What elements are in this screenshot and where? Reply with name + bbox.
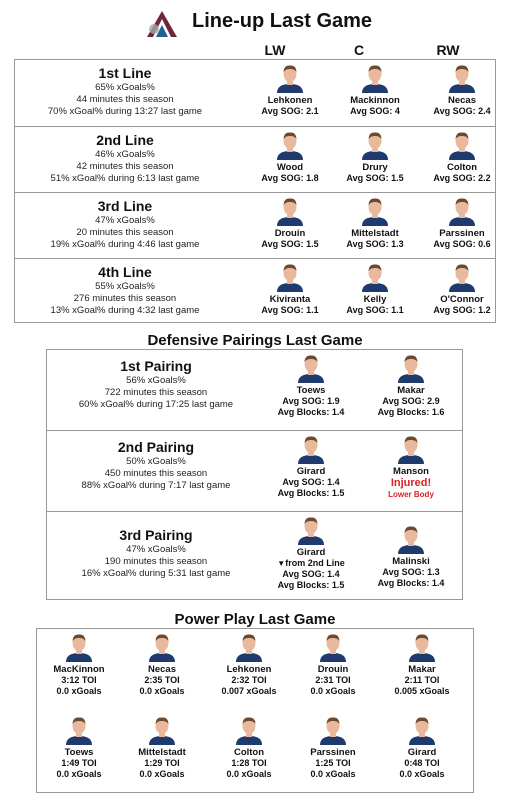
player-headshot [147,632,177,662]
powerplay-player[interactable] [117,632,207,697]
avalanche-logo [145,7,179,39]
powerplay-player[interactable] [377,715,467,780]
line-xgoals: 65% xGoals% [95,82,155,93]
column-header-lw: LW [264,42,286,58]
line-row [15,258,495,324]
defender-right[interactable] [369,524,453,589]
player-avg-sog: Avg SOG: 0.6 [433,239,491,249]
player-card[interactable] [248,262,332,316]
player-card[interactable] [420,196,504,250]
pairing-xgoals: 56% xGoals% [126,375,186,386]
player-avg-blocks: Avg Blocks: 1.4 [277,407,345,417]
pairing-row [47,350,462,430]
player-avg-sog: Avg SOG: 1.8 [261,173,319,183]
line-row [15,126,495,192]
pairing-title: 3rd Pairing [119,527,193,543]
player-headshot [234,632,264,662]
pairing-last-game: 88% xGoal% during 7:17 last game [81,480,231,491]
pairing-minutes: 722 minutes this season [104,387,208,398]
player-toi: 2:32 TOI [231,675,267,685]
player-xgoals: 0.007 xGoals [221,686,277,696]
player-card[interactable] [333,196,417,250]
line-last-game: 70% xGoal% during 13:27 last game [47,106,203,117]
defender-right[interactable] [369,353,453,418]
player-avg-blocks: Avg Blocks: 1.5 [277,580,345,590]
player-avg-sog: Avg SOG: 1.2 [433,305,491,315]
player-name: Colton [233,747,265,758]
player-xgoals: 0.005 xGoals [394,686,450,696]
player-name: Drouin [317,664,349,675]
player-name: Toews [296,385,326,396]
player-headshot [447,63,477,93]
player-toi: 2:11 TOI [404,675,440,685]
player-headshot [275,63,305,93]
line-note [269,558,353,569]
player-name: O'Connor [440,294,484,305]
player-headshot [318,715,348,745]
pairing-xgoals: 50% xGoals% [126,456,186,467]
player-toi: 2:31 TOI [315,675,351,685]
line-minutes: 276 minutes this season [73,293,177,304]
player-xgoals: 0.0 xGoals [139,686,185,696]
line-minutes: 20 minutes this season [76,227,174,238]
powerplay-player[interactable] [288,632,378,697]
pairing-xgoals: 47% xGoals% [126,544,186,555]
column-header-rw: RW [436,42,460,58]
player-name: Necas [448,95,476,106]
player-toi: 1:28 TOI [231,758,267,768]
player-avg-sog: Avg SOG: 1.1 [346,305,404,315]
line-last-game: 19% xGoal% during 4:46 last game [50,239,200,250]
player-toi: 3:12 TOI [61,675,97,685]
powerplay-player[interactable] [288,715,378,780]
powerplay-table [36,628,474,793]
lines-table [14,59,496,323]
player-name: Girard [407,747,437,758]
player-headshot [234,715,264,745]
pairing-row [47,430,462,511]
player-headshot [360,262,390,292]
player-name: Lehkonen [226,664,272,675]
powerplay-title: Power Play Last Game [174,611,336,628]
defender-right[interactable] [369,434,453,500]
defender-left[interactable] [269,353,353,418]
player-headshot [396,353,426,383]
player-name: Necas [148,664,176,675]
powerplay-player[interactable] [204,632,294,697]
player-name: Kiviranta [269,294,311,305]
player-name: Parssinen [310,747,356,758]
player-headshot [360,63,390,93]
player-xgoals: 0.0 xGoals [399,769,445,779]
injury-status: Injured! [390,477,432,489]
pairing-title: 1st Pairing [120,358,192,374]
injury-detail: Lower Body [388,490,434,499]
pairing-row [47,511,462,599]
player-avg-sog: Avg SOG: 2.4 [433,106,491,116]
player-name: Wood [276,162,304,173]
player-xgoals: 0.0 xGoals [56,686,102,696]
player-avg-blocks: Avg Blocks: 1.6 [377,407,445,417]
player-card[interactable] [333,262,417,316]
player-name: Kelly [363,294,387,305]
player-name: Girard [296,466,326,477]
player-card[interactable] [333,130,417,184]
player-name: Makar [397,385,425,396]
player-name: Drouin [274,228,306,239]
column-header-c: C [353,42,365,58]
player-name: Colton [446,162,478,173]
line-title: 3rd Line [97,198,153,214]
line-row [15,192,495,258]
page-title: Line-up Last Game [192,10,373,32]
line-minutes: 44 minutes this season [76,94,174,105]
powerplay-player[interactable] [34,715,124,780]
line-title: 2nd Line [96,132,154,148]
player-card[interactable] [420,262,504,316]
player-name: Toews [64,747,94,758]
line-row [15,60,495,126]
player-name: Makar [408,664,436,675]
player-headshot [296,353,326,383]
player-toi: 1:29 TOI [144,758,180,768]
player-card[interactable] [420,130,504,184]
line-xgoals: 46% xGoals% [95,149,155,160]
defender-left[interactable] [269,515,353,591]
player-avg-sog: Avg SOG: 4 [350,106,400,116]
player-name: Manson [393,466,429,477]
player-xgoals: 0.0 xGoals [226,769,272,779]
player-headshot [407,632,437,662]
player-headshot [275,196,305,226]
line-last-game: 51% xGoal% during 6:13 last game [50,173,200,184]
player-name: Mittelstadt [138,747,186,758]
player-name: Malinski [392,556,430,567]
player-toi: 0:48 TOI [404,758,440,768]
player-xgoals: 0.0 xGoals [56,769,102,779]
player-name: Mittelstadt [351,228,399,239]
player-headshot [360,130,390,160]
triangle-down-icon: ▼ [277,559,286,568]
player-headshot [360,196,390,226]
player-headshot [64,715,94,745]
player-avg-sog: Avg SOG: 1.5 [261,239,319,249]
line-xgoals: 47% xGoals% [95,215,155,226]
player-name: Mackinnon [350,95,400,106]
player-headshot [147,715,177,745]
line-last-game: 13% xGoal% during 4:32 last game [50,305,200,316]
player-avg-sog: Avg SOG: 1.5 [346,173,404,183]
powerplay-player[interactable] [377,632,467,697]
powerplay-player[interactable] [34,632,124,697]
player-name: Drury [362,162,388,173]
player-name: Girard [296,547,326,558]
player-headshot [275,262,305,292]
note-text: from 2nd Line [285,558,345,568]
player-avg-blocks: Avg Blocks: 1.5 [277,488,345,498]
player-avg-sog: Avg SOG: 1.4 [282,569,340,579]
player-avg-sog: Avg SOG: 1.4 [282,477,340,487]
pairing-minutes: 450 minutes this season [104,468,208,479]
line-title: 1st Line [98,65,152,81]
powerplay-player[interactable] [117,715,207,780]
player-avg-sog: Avg SOG: 2.9 [382,396,440,406]
player-headshot [396,524,426,554]
player-toi: 1:49 TOI [61,758,97,768]
player-avg-sog: Avg SOG: 2.1 [261,106,319,116]
player-card[interactable] [420,63,504,117]
player-headshot [447,262,477,292]
player-headshot [447,196,477,226]
player-toi: 2:35 TOI [144,675,180,685]
player-avg-sog: Avg SOG: 1.3 [346,239,404,249]
powerplay-player[interactable] [204,715,294,780]
title-row [0,4,510,40]
player-headshot [407,715,437,745]
player-headshot [396,434,426,464]
line-title: 4th Line [98,264,152,280]
player-headshot [447,130,477,160]
player-headshot [296,434,326,464]
defender-left[interactable] [269,434,353,499]
player-avg-sog: Avg SOG: 1.9 [282,396,340,406]
pairing-last-game: 60% xGoal% during 17:25 last game [78,399,234,410]
pairing-title: 2nd Pairing [117,439,195,455]
player-headshot [275,130,305,160]
player-card[interactable] [248,130,332,184]
player-avg-blocks: Avg Blocks: 1.4 [377,578,445,588]
player-avg-sog: Avg SOG: 1.3 [382,567,440,577]
defense-title: Defensive Pairings Last Game [147,332,363,349]
player-name: Parssinen [439,228,485,239]
player-card[interactable] [333,63,417,117]
player-avg-sog: Avg SOG: 2.2 [433,173,491,183]
player-card[interactable] [248,196,332,250]
player-xgoals: 0.0 xGoals [310,686,356,696]
pairing-last-game: 16% xGoal% during 5:31 last game [81,568,231,579]
player-avg-sog: Avg SOG: 1.1 [261,305,319,315]
line-xgoals: 55% xGoals% [95,281,155,292]
player-name: Lehkonen [267,95,313,106]
player-headshot [64,632,94,662]
pairing-minutes: 190 minutes this season [104,556,208,567]
player-card[interactable] [248,63,332,117]
player-xgoals: 0.0 xGoals [310,769,356,779]
player-xgoals: 0.0 xGoals [139,769,185,779]
player-name: MacKinnon [53,664,105,675]
player-toi: 1:25 TOI [315,758,351,768]
defense-table [46,349,463,600]
player-headshot [318,632,348,662]
line-minutes: 42 minutes this season [76,161,174,172]
player-headshot [296,515,326,545]
